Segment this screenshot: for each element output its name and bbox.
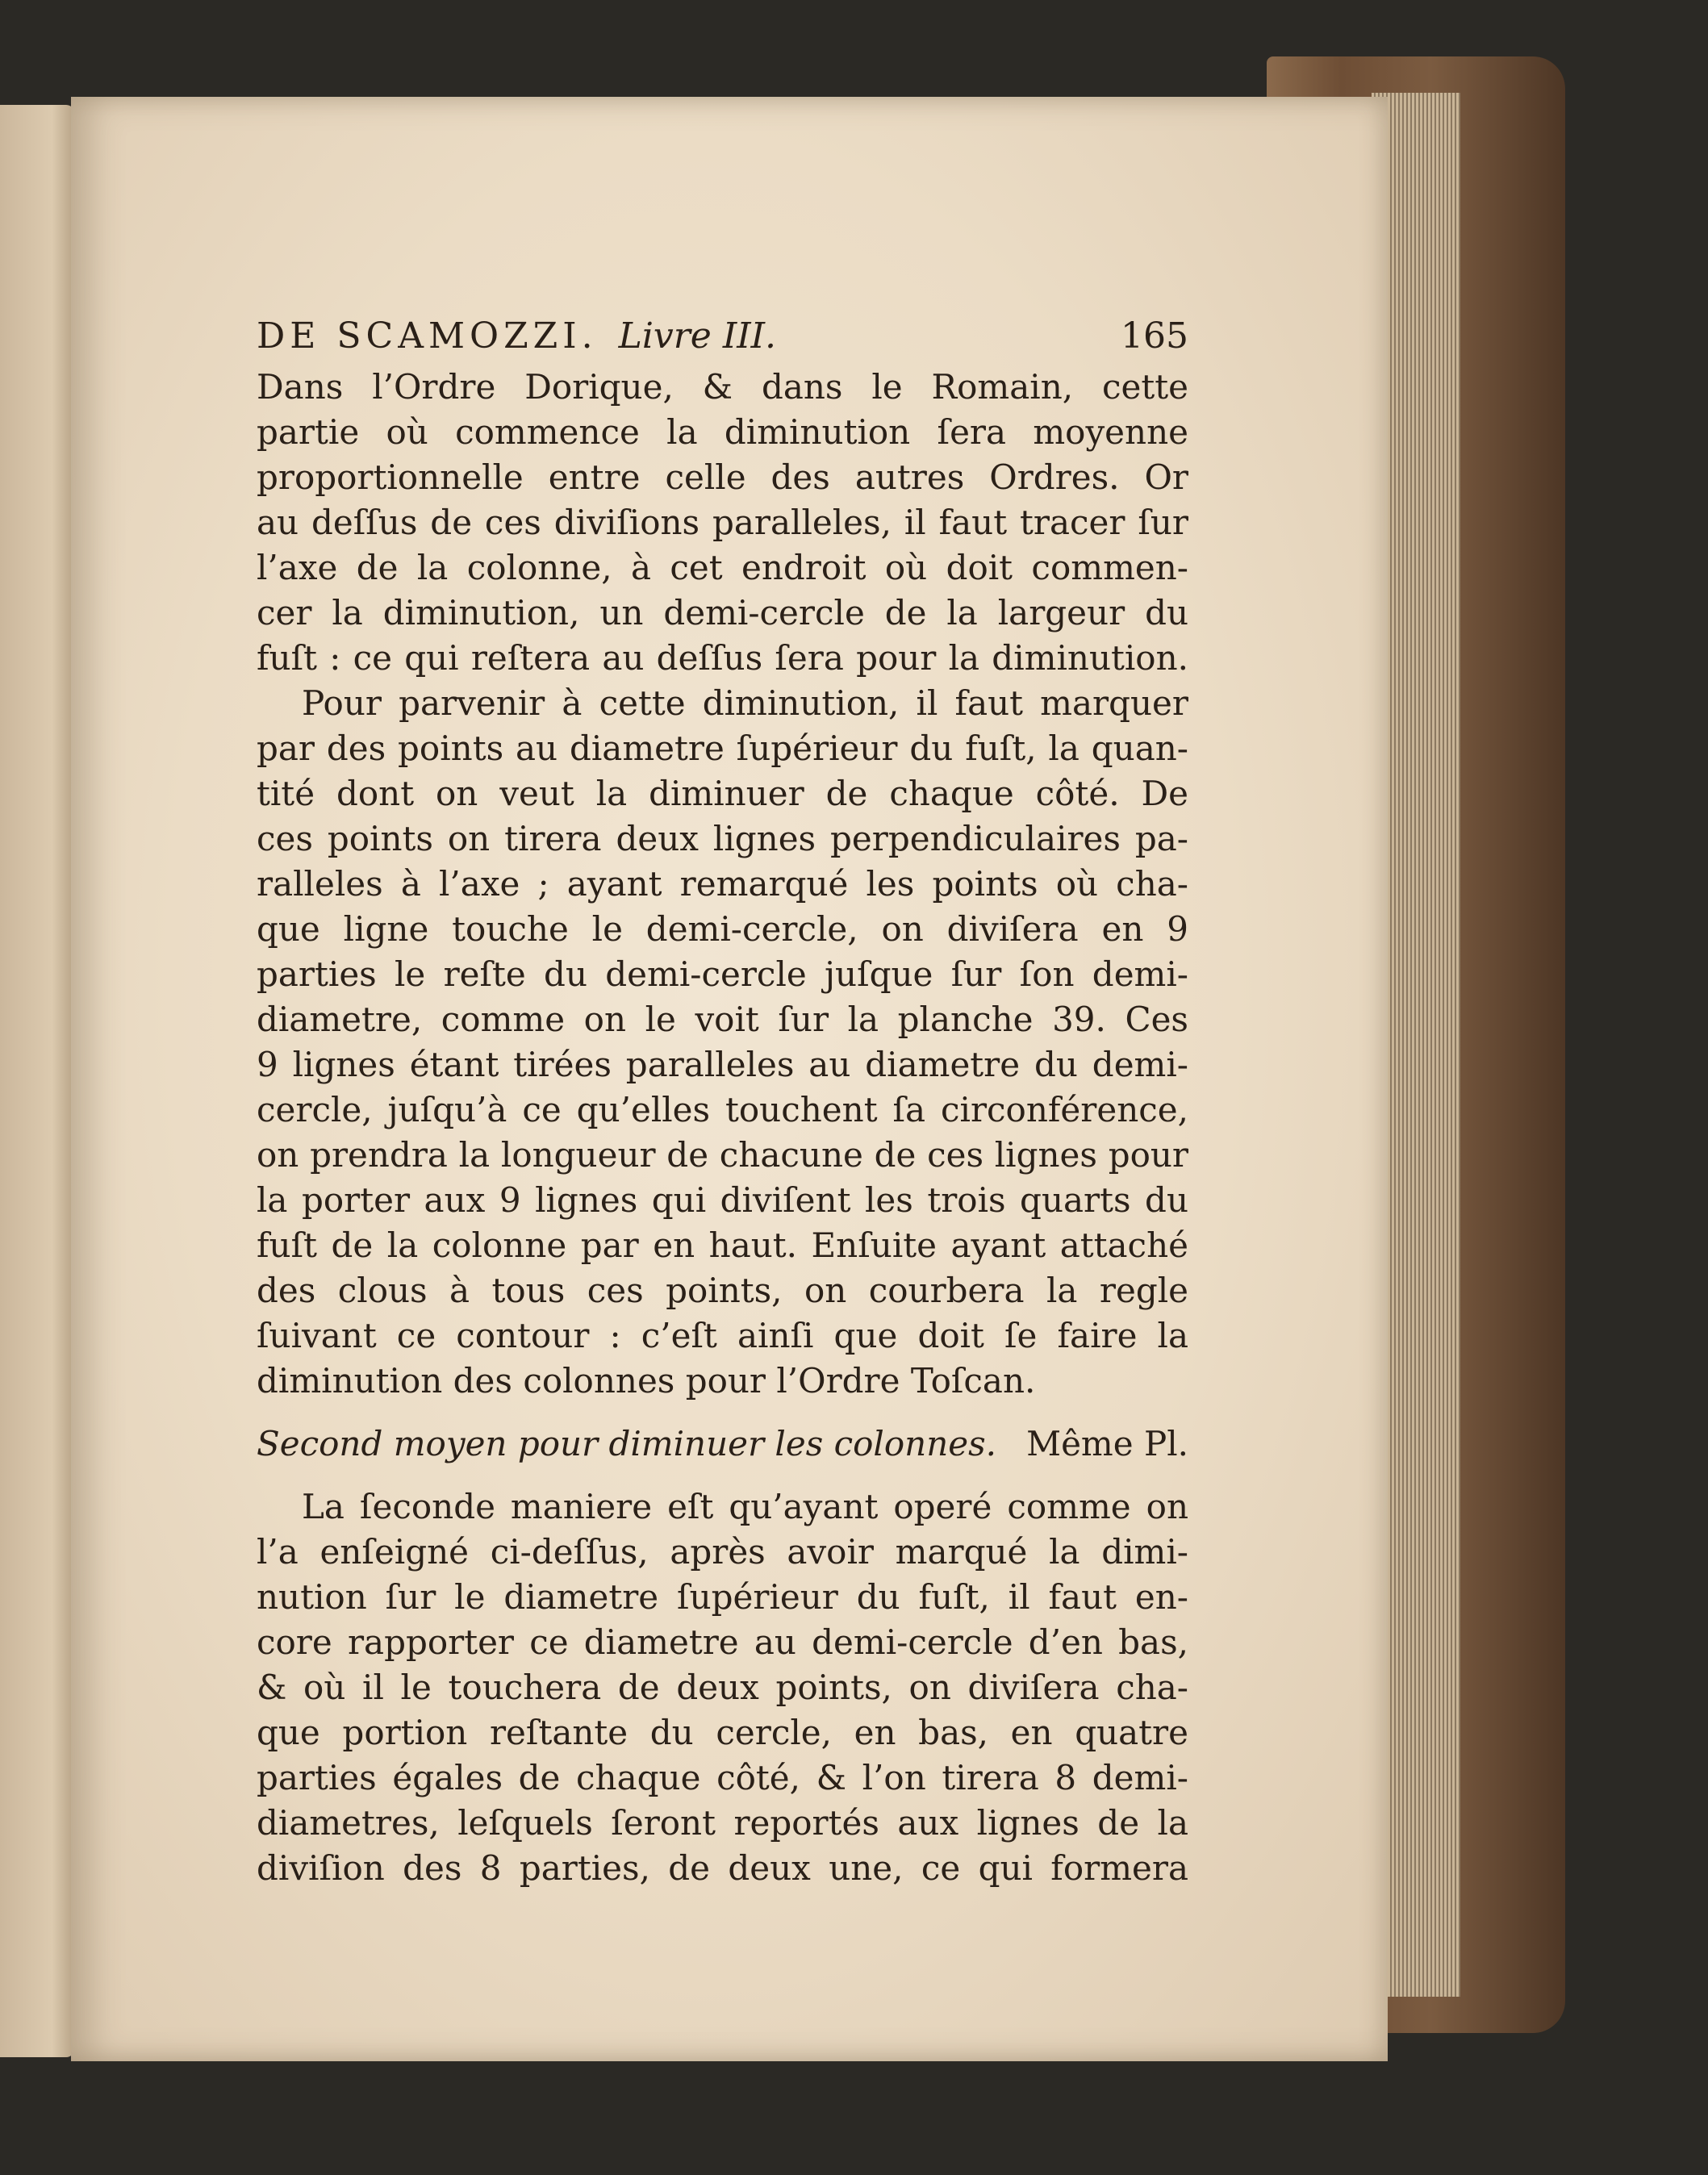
text-line: ſuivant ce contour : c’eſt ainſi que doit ſe faire la xyxy=(257,1316,1188,1355)
text-line: partie où commence la diminution ſera moyenne xyxy=(257,412,1188,452)
text-line: des clous à tous ces points, on courbera la regle xyxy=(257,1271,1188,1310)
page-text xyxy=(257,308,1188,1891)
text-line: fuſt de la colonne par en haut. Enſuite ayant attaché xyxy=(257,1225,1188,1265)
text-line: diametre, comme on le voit ſur la planche 39. Ces xyxy=(257,1000,1188,1039)
facing-page-edge xyxy=(0,105,74,2057)
text-line: on prendra la longueur de chacune de ces lignes pour xyxy=(257,1135,1188,1175)
text-line: l’axe de la colonne, à cet endroit où doit commen- xyxy=(257,548,1188,587)
text-line: Dans l’Ordre Dorique, & dans le Romain, cette xyxy=(257,367,1188,407)
running-head-left xyxy=(257,308,776,365)
text-line: La ſeconde maniere eſt qu’ayant operé comme on xyxy=(302,1487,1188,1526)
text-line: diametres, leſquels ſeront reportés aux lignes de la xyxy=(257,1803,1188,1843)
text-line: parties le reſte du demi-cercle juſque ſur ſon demi- xyxy=(257,954,1188,994)
book-page xyxy=(71,97,1388,2061)
text-line: ralleles à l’axe ; ayant remarqué les points où cha- xyxy=(257,864,1188,904)
section-heading-italic: Second moyen pour diminuer les colonnes. xyxy=(257,1424,997,1463)
text-line: diminution des colonnes pour l’Ordre Toſcan. xyxy=(257,1361,1036,1401)
running-head xyxy=(257,308,1188,365)
text-line: parties égales de chaque côté, & l’on tirera 8 demi- xyxy=(257,1758,1188,1797)
text-line: core rapporter ce diametre au demi-cercle d’en bas, xyxy=(257,1622,1188,1662)
running-head-title: DE SCAMOZZI. xyxy=(257,315,598,357)
text-line: au deſſus de ces diviſions paralleles, il faut tracer ſur xyxy=(257,503,1188,542)
text-line: cercle, juſqu’à ce qu’elles touchent ſa circonférence, xyxy=(257,1090,1188,1129)
text-line: que portion reſtante du cercle, en bas, en quatre xyxy=(257,1713,1188,1752)
text-line: Pour parvenir à cette diminution, il faut marquer xyxy=(302,683,1188,723)
text-line: 9 lignes étant tirées paralleles au diametre du demi- xyxy=(257,1045,1188,1084)
text-line: ces points on tirera deux lignes perpendiculaires pa- xyxy=(257,819,1188,858)
text-line: tité dont on veut la diminuer de chaque côté. De xyxy=(257,774,1188,813)
text-line: que ligne touche le demi-cercle, on diviſera en 9 xyxy=(257,909,1188,949)
text-line: par des points au diametre ſupérieur du fuſt, la quan- xyxy=(257,728,1188,768)
paragraph-2 xyxy=(257,681,1188,1404)
text-line: nution ſur le diametre ſupérieur du fuſt, il faut en- xyxy=(257,1577,1188,1617)
paragraph-3 xyxy=(257,1484,1188,1891)
text-line: fuſt : ce qui reſtera au deſſus ſera pour la diminution. xyxy=(257,638,1188,678)
text-line: diviſion des 8 parties, de deux une, ce qui formera xyxy=(257,1848,1188,1888)
text-line: cer la diminution, un demi-cercle de la largeur du xyxy=(257,593,1188,632)
text-line: la porter aux 9 lignes qui diviſent les trois quarts du xyxy=(257,1180,1188,1220)
text-line: & où il le touchera de deux points, on diviſera cha- xyxy=(257,1668,1188,1707)
running-head-book: Livre III. xyxy=(618,315,776,357)
section-heading xyxy=(257,1418,1188,1470)
page-number: 165 xyxy=(1121,315,1188,357)
text-line: proportionnelle entre celle des autres Ordres. Or xyxy=(257,457,1188,497)
paragraph-1 xyxy=(257,365,1188,681)
text-line: l’a enſeigné ci-deſſus, après avoir marqué la dimi- xyxy=(257,1532,1188,1572)
section-heading-reference: Même Pl. xyxy=(1026,1424,1188,1463)
